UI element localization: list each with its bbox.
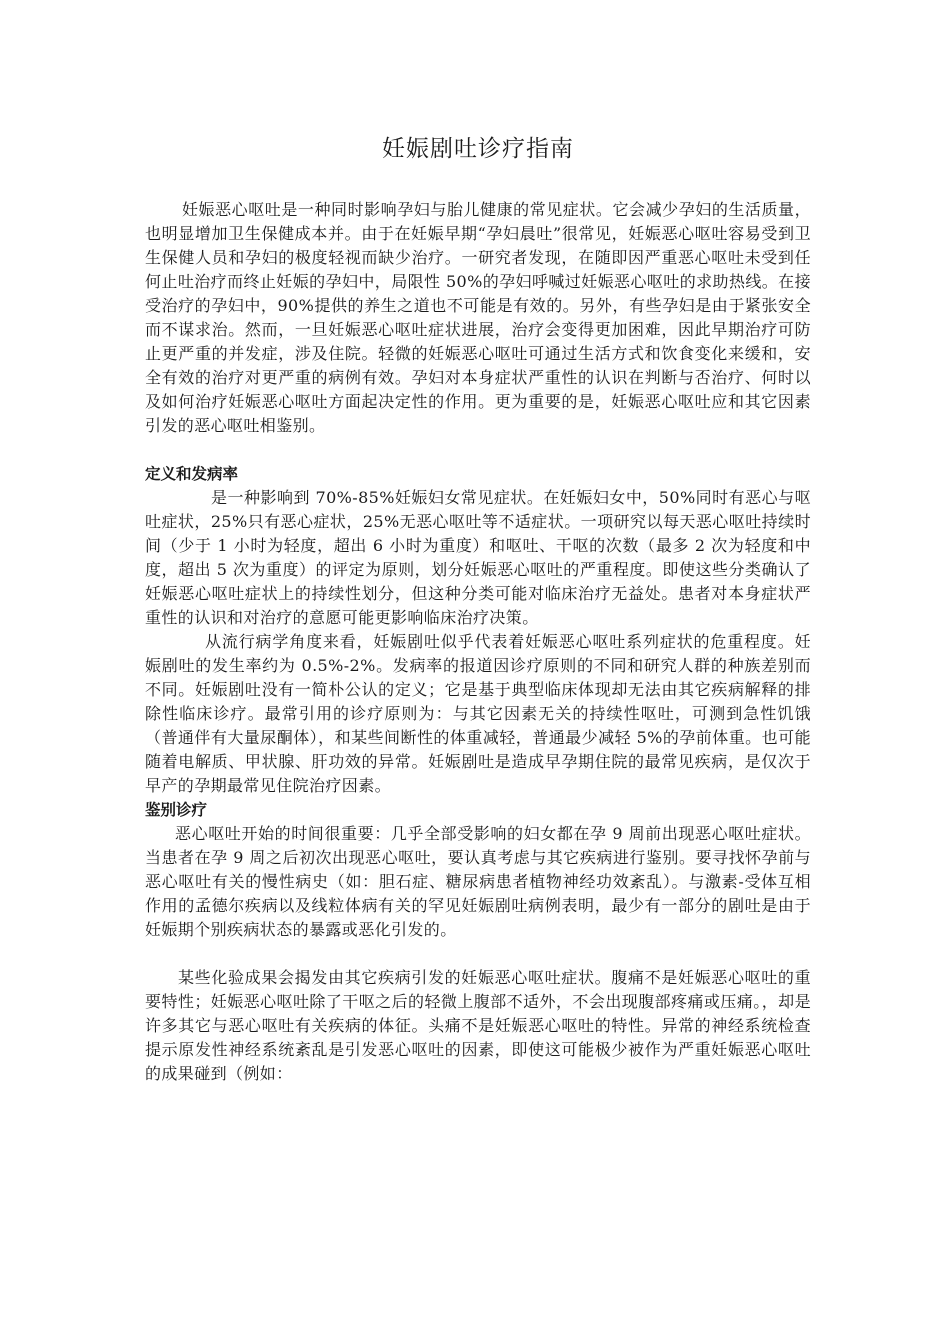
intro-paragraph: 妊娠恶心呕吐是一种同时影响孕妇与胎儿健康的常见症状。它会减少孕妇的生活质量，也明显增加卫生保健成本并。由于在妊娠早期“孕妇晨吐”很常见，妊娠恶心呕吐容易受到卫生保健人员和孕妇的极度轻视而缺少治疗。一研究者发现，在随即因严重恶心呕吐未受到任何止吐治疗而终止妊娠的孕妇中，局限性 50%的孕妇呼喊过妊娠恶心呕吐的求助热线。在接受治疗的孕妇中，90%提供的养生之道也不可能是有效的。另外，有些孕妇是由于紧张安全而不谋求治。然而，一旦妊娠恶心呕吐症状进展，治疗会变得更加困难，因此早期治疗可防止更严重的并发症，涉及住院。轻微的妊娠恶心呕吐可通过生活方式和饮食变化来缓和，安全有效的治疗对更严重的病例有效。孕妇对本身症状严重性的认识在判断与否治疗、何时以及如何治疗妊娠恶心呕吐方面起决定性的作用。更为重要的是，妊娠恶心呕吐应和其它因素引发的恶心呕吐相鉴别。 [145,200,811,435]
definition-paragraph-2: 从流行病学角度来看，妊娠剧吐似乎代表着妊娠恶心呕吐系列症状的危重程度。妊娠剧吐的发生率约为 0.5%-2%。发病率的报道因诊疗原则的不同和研究人群的种族差别而不同。妊娠剧吐没有一简朴公认的定义；它是基于典型临床体现却无法由其它疾病解释的排除性临床诊疗。最常引用的诊疗原则为：与其它因素无关的持续性呕吐，可测到急性饥饿（普通伴有大量尿酮体），和某些间断性的体重减轻，普通最少减轻 5%的孕前体重。也可能随着电解质、甲状腺、肝功效的异常。妊娠剧吐是造成早孕期住院的最常见疾病，是仅次于早产的孕期最常见住院治疗因素。 [145,632,811,795]
spacer [145,942,811,966]
document-title: 妊娠剧吐诊疗指南 [382,136,574,162]
section-heading-definition: 定义和发病率 [145,465,239,483]
definition-paragraph-1: 是一种影响到 70%-85%妊娠妇女常见症状。在妊娠妇女中，50%同时有恶心与呕吐症状，25%只有恶心症状，25%无恶心呕吐等不适症状。一项研究以每天恶心呕吐持续时间（少于 1 小时为轻度，超出 6 小时为重度）和呕吐、干呕的次数（最多 2 次为轻度和中度，超出 5 次为重度）的评定为原则，划分妊娠恶心呕吐的严重程度。即使这些分类确认了妊娠恶心呕吐症状上的持续性划分，但这种分类可能对临床治疗无益处。患者对本身症状严重性的认识和对治疗的意愿可能更影响临床治疗决策。 [145,488,811,627]
section-heading-differential-diagnosis: 鉴别诊疗 [145,801,208,819]
differential-paragraph-1: 恶心呕吐开始的时间很重要：几乎全部受影响的妇女都在孕 9 周前出现恶心呕吐症状。当患者在孕 9 周之后初次出现恶心呕吐，要认真考虑与其它疾病进行鉴别。要寻找怀孕前与恶心呕吐有关的慢性病史（如：胆石症、糖尿病患者植物神经功效紊乱）。与激素-受体互相作用的孟德尔疾病以及线粒体病有关的罕见妊娠剧吐病例表明，最少有一部分的剧吐是由于妊娠期个别疾病状态的暴露或恶化引发的。 [145,824,811,939]
differential-paragraph-2: 某些化验成果会揭发由其它疾病引发的妊娠恶心呕吐症状。腹痛不是妊娠恶心呕吐的重要特性；妊娠恶心呕吐除了干呕之后的轻微上腹部不适外，不会出现腹部疼痛或压痛。，却是许多其它与恶心呕吐有关疾病的体征。头痛不是妊娠恶心呕吐的特性。异常的神经系统检查提示原发性神经系统紊乱是引发恶心呕吐的因素，即使这可能极少被作为严重妊娠恶心呕吐的成果碰到（例如： [145,968,811,1083]
spacer [145,438,811,462]
document-page [145,132,811,1086]
